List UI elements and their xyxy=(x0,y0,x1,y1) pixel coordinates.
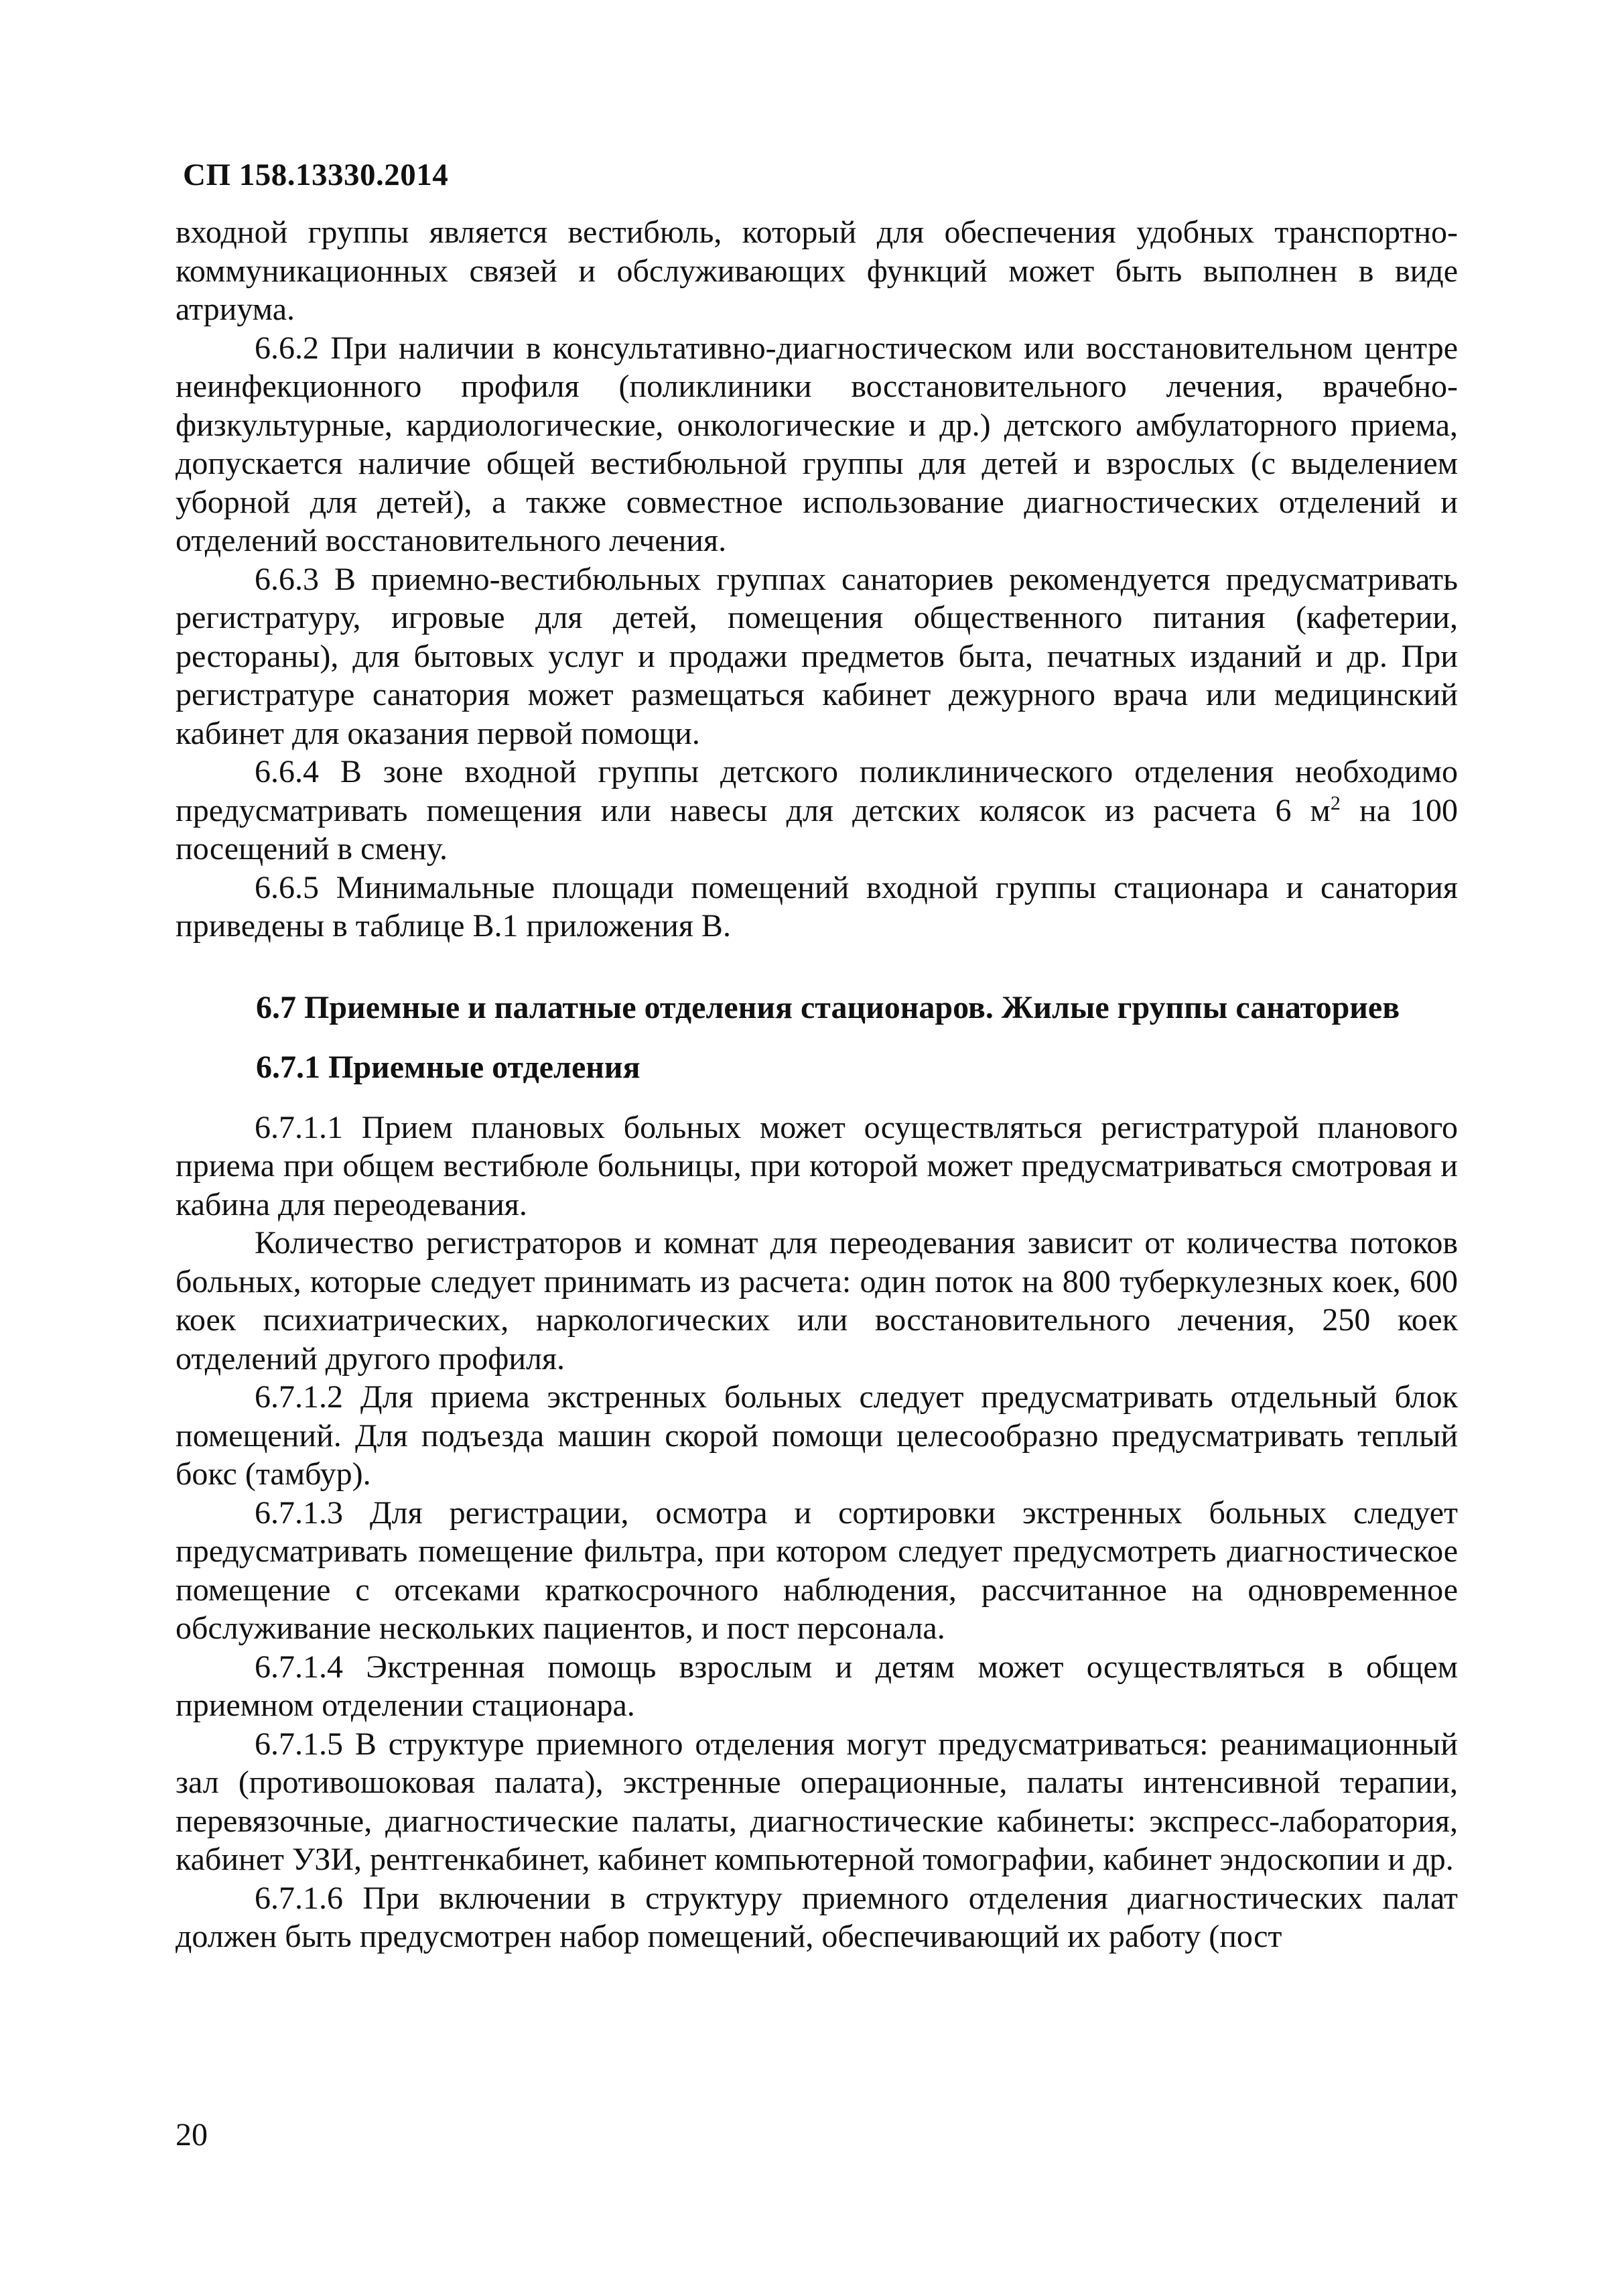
paragraph-6-6-4-part1: 6.6.4 В зоне входной группы детского поликлинического отделения необходимо предусматривать помещения или навесы для детских колясок из расчета 6 м xyxy=(176,754,1458,828)
paragraph-registrars: Количество регистраторов и комнат для переодевания зависит от количества потоков больных, которые следует принимать из расчета: один поток на 800 туберкулезных коек, 600 коек психиатрических, наркологических или восстановительного лечения, 250 коек отделений другого профиля. xyxy=(176,1225,1458,1377)
paragraph-6-6-4 xyxy=(176,753,1458,869)
paragraph-6-7-1-6: 6.7.1.6 При включении в структуру приемного отделения диагностических палат должен быть предусмотрен набор помещений, обеспечивающий их работу (пост xyxy=(176,1880,1458,1954)
page-number: 20 xyxy=(176,2117,208,2153)
paragraph-6-6-2: 6.6.2 При наличии в консультативно-диагностическом или восстановительном центре неинфекционного профиля (поликлиники восстановительного лечения, врачебно-физкультурные, кардиологические, онкологические и др.) детского амбулаторного приема, допускается наличие общей вестибюльной группы для детей и взрослых (с выделением уборной для детей), а также совместное использование диагностических отделений и отделений восстановительного лечения. xyxy=(176,330,1458,558)
paragraph-6-6-5: 6.6.5 Минимальные площади помещений входной группы стационара и санатория приведены в таблице В.1 приложения В. xyxy=(176,869,1458,944)
paragraph-6-7-1-3: 6.7.1.3 Для регистрации, осмотра и сортировки экстренных больных следует предусматривать помещение фильтра, при котором следует предусмотреть диагностическое помещение с отсеками краткосрочного наблюдения, рассчитанное на одновременное обслуживание нескольких пациентов, и пост персонала. xyxy=(176,1494,1458,1646)
document-code-header: СП 158.13330.2014 xyxy=(183,157,449,192)
document-body xyxy=(176,213,1458,1956)
superscript-2: 2 xyxy=(1330,791,1341,814)
paragraph-6-7-1-1: 6.7.1.1 Прием плановых больных может осуществляться регистратурой планового приема при общем вестибюле больницы, при которой может предусматриваться смотровая и кабина для переодевания. xyxy=(176,1109,1458,1222)
paragraph-6-6-4-part2: на 100 посещений в смену. xyxy=(176,792,1459,867)
paragraph-continuation: входной группы является вестибюль, который для обеспечения удобных транспортно-коммуникационных связей и обслуживающих функций может быть выполнен в виде атриума. xyxy=(176,214,1458,327)
paragraph-6-7-1-2: 6.7.1.2 Для приема экстренных больных следует предусматривать отдельный блок помещений. Для подъезда машин скорой помощи целесообразно предусматривать теплый бокс (тамбур). xyxy=(176,1379,1458,1492)
subsection-heading-6-7-1: 6.7.1 Приемные отделения xyxy=(256,1049,640,1085)
paragraph-6-6-3: 6.6.3 В приемно-вестибюльных группах санаториев рекомендуется предусматривать регистратуру, игровые для детей, помещения общественного питания (кафетерии, рестораны), для бытовых услуг и продажи предметов быта, печатных изданий и др. При регистратуре санатория может размещаться кабинет дежурного врача или медицинский кабинет для оказания первой помощи. xyxy=(176,561,1458,751)
paragraph-6-7-1-5: 6.7.1.5 В структуре приемного отделения могут предусматриваться: реанимационный зал (противошоковая палата), экстренные операционные, палаты интенсивной терапии, перевязочные, диагностические палаты, диагностические кабинеты: экспресс-лаборатория, кабинет УЗИ, рентгенкабинет, кабинет компьютерной томографии, кабинет эндоскопии и др. xyxy=(176,1726,1458,1877)
paragraph-6-7-1-4: 6.7.1.4 Экстренная помощь взрослым и детям может осуществляться в общем приемном отделении стационара. xyxy=(176,1649,1458,1723)
section-heading-6-7: 6.7 Приемные и палатные отделения стационаров. Жилые группы санаториев xyxy=(256,989,1400,1025)
